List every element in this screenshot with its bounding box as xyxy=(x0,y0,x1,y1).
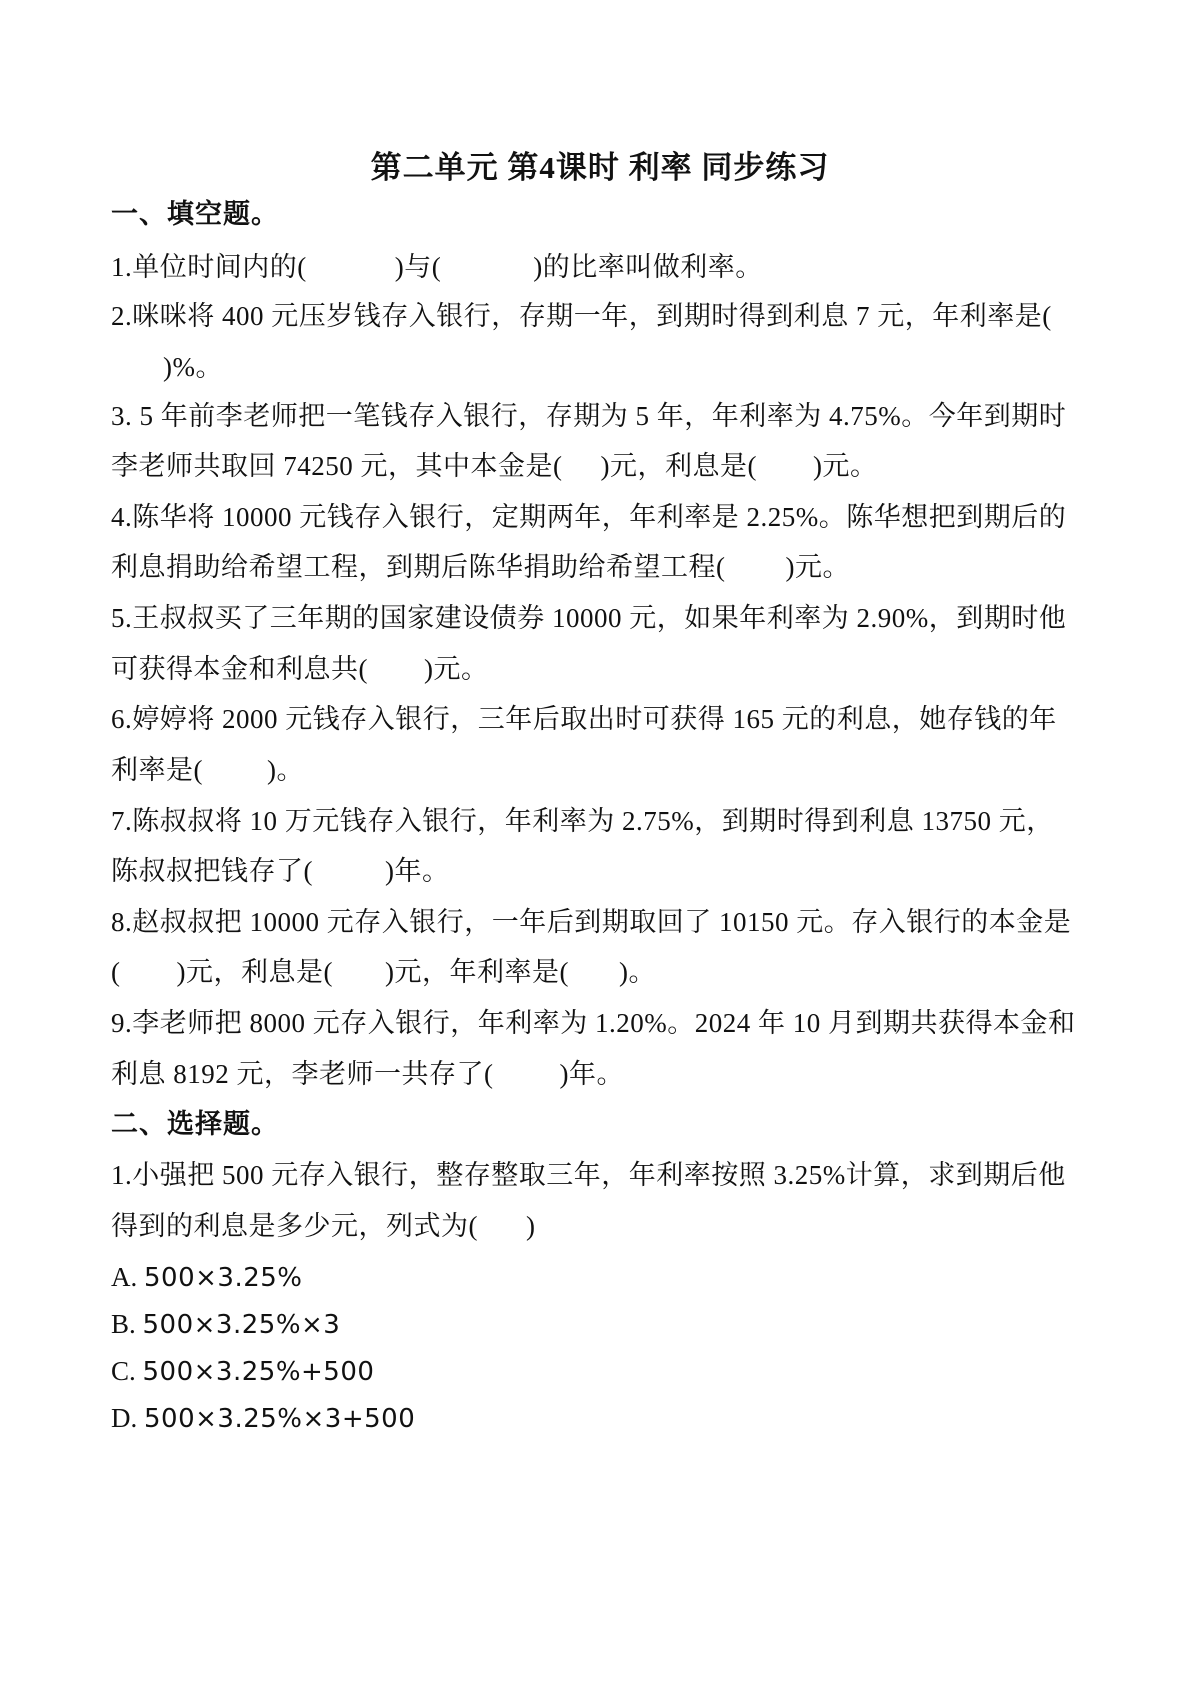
question-1-9-line2 xyxy=(111,1054,624,1094)
question-text: )的比率叫做利率。 xyxy=(533,252,763,282)
question-text: 可获得本金和利息共( xyxy=(111,654,368,684)
question-text: 利息 8192 元，李老师一共存了( xyxy=(111,1059,494,1089)
question-text: ( xyxy=(111,957,121,987)
question-text: 李老师共取回 74250 元，其中本金是( xyxy=(111,451,563,481)
question-1-8-line2 xyxy=(111,952,656,992)
question-1-5-line1: 5.王叔叔买了三年期的国家建设债券 10000 元，如果年利率为 2.90%，到期时他 xyxy=(111,603,1067,633)
choice-option-c[interactable] xyxy=(111,1351,374,1392)
question-2-1-line2 xyxy=(111,1206,536,1246)
question-text: )元。 xyxy=(785,552,850,582)
option-expression: 500×3.25%+500 xyxy=(142,1357,375,1387)
option-letter: B. xyxy=(111,1309,136,1339)
question-text: )元。 xyxy=(812,451,878,481)
question-1-8-line1: 8.赵叔叔把 10000 元存入银行，一年后到期取回了 10150 元。存入银行的本金是 xyxy=(111,907,1072,937)
question-text: )元，利息是( xyxy=(176,957,333,987)
page-title: 第二单元 第4课时 利率 同步练习 xyxy=(370,150,830,185)
option-expression: 500×3.25%×3 xyxy=(142,1310,341,1340)
question-text: )元，年利率是( xyxy=(384,957,569,987)
choice-option-a[interactable] xyxy=(111,1257,303,1298)
question-text: )。 xyxy=(267,755,304,785)
question-1-5-line2 xyxy=(111,649,489,689)
question-1-9-line1: 9.李老师把 8000 元存入银行，年利率为 1.20%。2024 年 10 月到期共获得本金和 xyxy=(111,1008,1076,1038)
question-2-1-line1: 1.小强把 500 元存入银行，整存整取三年，年利率按照 3.25%计算，求到期后他 xyxy=(111,1160,1066,1190)
choice-option-d[interactable] xyxy=(111,1398,415,1439)
question-1-3-line1: 3. 5 年前李老师把一笔钱存入银行，存期为 5 年，年利率为 4.75%。今年到期时 xyxy=(111,401,1067,431)
question-text: 利率是( xyxy=(111,755,203,785)
question-1-2-line2 xyxy=(111,347,223,387)
option-letter: A. xyxy=(111,1262,138,1292)
question-text: 陈叔叔把钱存了( xyxy=(111,856,313,886)
question-text: )与( xyxy=(394,252,442,282)
option-letter: C. xyxy=(111,1356,136,1386)
question-1-1 xyxy=(111,247,763,287)
question-1-7-line1: 7.陈叔叔将 10 万元钱存入银行，年利率为 2.75%，到期时得到利息 13750 元， xyxy=(111,806,1054,836)
option-expression: 500×3.25%×3+500 xyxy=(144,1404,416,1434)
question-1-7-line2 xyxy=(111,851,450,891)
question-text: )年。 xyxy=(385,856,450,886)
choice-option-b[interactable] xyxy=(111,1304,340,1345)
question-text: ) xyxy=(526,1211,536,1241)
section-heading-multiple-choice: 二、选择题。 xyxy=(111,1109,279,1139)
question-1-4-line1: 4.陈华将 10000 元钱存入银行，定期两年，年利率是 2.25%。陈华想把到期后的 xyxy=(111,502,1067,532)
question-1-2-line1: 2.咪咪将 400 元压岁钱存入银行，存期一年，到期时得到利息 7 元，年利率是( xyxy=(111,301,1052,331)
section-heading-fill-in: 一、填空题。 xyxy=(111,199,279,229)
question-1-3-line2 xyxy=(111,446,877,486)
question-text: )。 xyxy=(618,957,656,987)
question-text: 利息捐助给希望工程，到期后陈华捐助给希望工程( xyxy=(111,552,726,582)
question-1-6-line1: 6.婷婷将 2000 元钱存入银行，三年后取出时可获得 165 元的利息，她存钱的年 xyxy=(111,704,1057,734)
question-text: 1.单位时间内的( xyxy=(111,252,307,282)
question-1-4-line2 xyxy=(111,547,850,587)
question-text: )%。 xyxy=(163,352,223,382)
question-text: 得到的利息是多少元，列式为( xyxy=(111,1211,478,1241)
option-letter: D. xyxy=(111,1403,138,1433)
question-text: )元。 xyxy=(424,654,489,684)
question-1-6-line2 xyxy=(111,750,304,790)
question-text: )元，利息是( xyxy=(600,451,757,481)
question-text: )年。 xyxy=(559,1059,624,1089)
option-expression: 500×3.25% xyxy=(144,1263,303,1293)
